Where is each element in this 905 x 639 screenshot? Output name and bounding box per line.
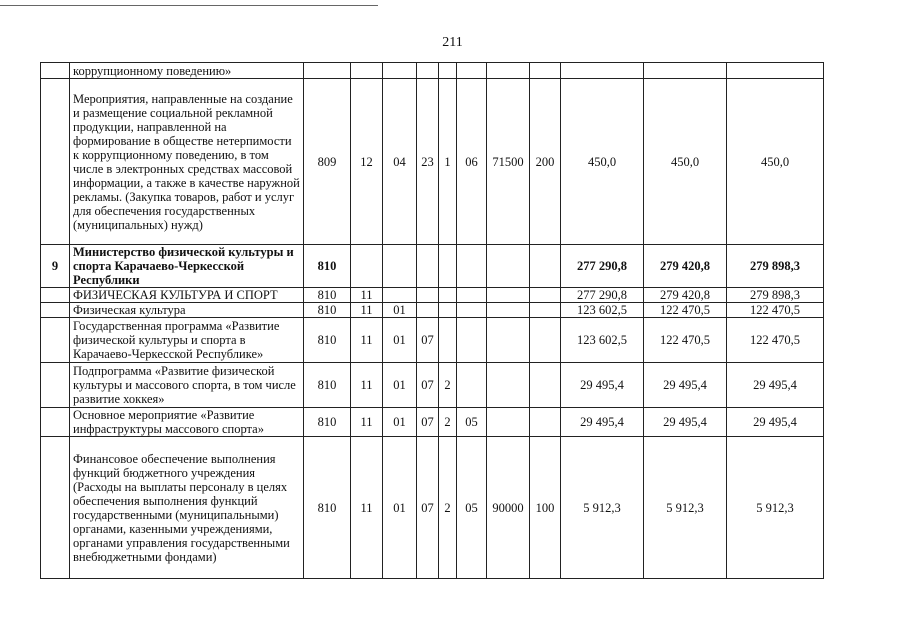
cell-subprogram (439, 288, 457, 303)
cell-grbs: 810 (304, 408, 351, 437)
cell-subsection: 01 (383, 363, 417, 408)
cell-direction (487, 363, 530, 408)
cell-value-1: 277 290,8 (561, 245, 644, 288)
cell-grbs: 810 (304, 437, 351, 579)
cell-direction: 90000 (487, 437, 530, 579)
cell-expense-type (530, 363, 561, 408)
cell-expense-type (530, 245, 561, 288)
table-body (41, 63, 824, 579)
table-row (41, 408, 824, 437)
cell-section: 11 (351, 437, 383, 579)
cell-program: 07 (417, 363, 439, 408)
cell-subsection: 01 (383, 408, 417, 437)
cell-program: 07 (417, 408, 439, 437)
cell-main-event (457, 318, 487, 363)
cell-expense-type (530, 303, 561, 318)
cell-direction (487, 303, 530, 318)
table-row (41, 303, 824, 318)
cell-main-event (457, 245, 487, 288)
cell-row-number (41, 408, 70, 437)
cell-value-2: 279 420,8 (644, 288, 727, 303)
cell-value-3: 29 495,4 (727, 363, 824, 408)
cell-main-event: 06 (457, 79, 487, 245)
cell-section: 11 (351, 318, 383, 363)
cell-subsection: 01 (383, 437, 417, 579)
cell-value-1: 123 602,5 (561, 303, 644, 318)
cell-row-number (41, 63, 70, 79)
cell-value-3: 450,0 (727, 79, 824, 245)
cell-grbs: 809 (304, 79, 351, 245)
cell-name: Подпрограмма «Развитие физической культуры и массового спорта, в том числе развитие хоккея» (70, 363, 304, 408)
cell-section (351, 63, 383, 79)
cell-main-event: 05 (457, 437, 487, 579)
cell-grbs: 810 (304, 245, 351, 288)
budget-table (40, 62, 824, 579)
cell-row-number (41, 303, 70, 318)
cell-program: 23 (417, 79, 439, 245)
cell-direction (487, 408, 530, 437)
cell-row-number (41, 363, 70, 408)
cell-section: 12 (351, 79, 383, 245)
cell-value-1: 5 912,3 (561, 437, 644, 579)
cell-section: 11 (351, 288, 383, 303)
table-row (41, 437, 824, 579)
cell-value-3: 122 470,5 (727, 318, 824, 363)
cell-value-1 (561, 63, 644, 79)
cell-grbs: 810 (304, 318, 351, 363)
cell-name: коррупционному поведению» (70, 63, 304, 79)
cell-row-number (41, 318, 70, 363)
table-row (41, 363, 824, 408)
cell-grbs: 810 (304, 363, 351, 408)
cell-direction (487, 288, 530, 303)
cell-value-2: 279 420,8 (644, 245, 727, 288)
cell-subsection (383, 288, 417, 303)
cell-value-1: 29 495,4 (561, 363, 644, 408)
cell-section: 11 (351, 408, 383, 437)
cell-subprogram: 2 (439, 437, 457, 579)
cell-name: Мероприятия, направленные на создание и размещение социальной рекламной продукции, направленной на формирование в обществе нетерпимости к коррупционному поведению, в том числе в электронных средствах массовой информации, а также в качестве наружной рекламы. (Закупка товаров, работ и услуг для обеспечения государственных (муниципальных) нужд) (70, 79, 304, 245)
cell-program (417, 288, 439, 303)
cell-section: 11 (351, 363, 383, 408)
cell-subprogram: 2 (439, 363, 457, 408)
cell-name: ФИЗИЧЕСКАЯ КУЛЬТУРА И СПОРТ (70, 288, 304, 303)
cell-subsection: 04 (383, 79, 417, 245)
table-row (41, 288, 824, 303)
cell-value-2: 5 912,3 (644, 437, 727, 579)
cell-value-3: 279 898,3 (727, 288, 824, 303)
cell-value-3: 122 470,5 (727, 303, 824, 318)
cell-section: 11 (351, 303, 383, 318)
cell-main-event (457, 288, 487, 303)
cell-name: Основное мероприятие «Развитие инфраструктуры массового спорта» (70, 408, 304, 437)
cell-value-1: 29 495,4 (561, 408, 644, 437)
cell-value-1: 277 290,8 (561, 288, 644, 303)
cell-main-event (457, 63, 487, 79)
cell-direction (487, 245, 530, 288)
cell-value-3: 29 495,4 (727, 408, 824, 437)
cell-subsection: 01 (383, 318, 417, 363)
cell-expense-type (530, 408, 561, 437)
cell-grbs: 810 (304, 288, 351, 303)
cell-row-number: 9 (41, 245, 70, 288)
cell-program: 07 (417, 318, 439, 363)
cell-name: Финансовое обеспечение выполнения функций бюджетного учреждения (Расходы на выплаты персоналу в целях обеспечения выполнения функций государственными (муниципальными) органами, казенными учреждениями, органами управления государственными внебюджетными фондами) (70, 437, 304, 579)
cell-expense-type: 200 (530, 79, 561, 245)
cell-expense-type (530, 63, 561, 79)
table-row (41, 318, 824, 363)
cell-program: 07 (417, 437, 439, 579)
cell-subprogram (439, 63, 457, 79)
cell-value-2: 450,0 (644, 79, 727, 245)
cell-expense-type (530, 288, 561, 303)
cell-row-number (41, 437, 70, 579)
cell-expense-type: 100 (530, 437, 561, 579)
cell-main-event (457, 303, 487, 318)
cell-grbs (304, 63, 351, 79)
cell-row-number (41, 288, 70, 303)
page-number: 211 (442, 35, 463, 50)
cell-value-2: 122 470,5 (644, 318, 727, 363)
cell-subsection (383, 245, 417, 288)
cell-grbs: 810 (304, 303, 351, 318)
cell-main-event (457, 363, 487, 408)
cell-name: Министерство физической культуры и спорта Карачаево-Черкесской Республики (70, 245, 304, 288)
cell-direction: 71500 (487, 79, 530, 245)
cell-program (417, 303, 439, 318)
cell-subprogram: 2 (439, 408, 457, 437)
cell-value-1: 123 602,5 (561, 318, 644, 363)
cell-subprogram (439, 245, 457, 288)
cell-subprogram: 1 (439, 79, 457, 245)
cell-subsection (383, 63, 417, 79)
cell-value-3 (727, 63, 824, 79)
top-rule (0, 5, 378, 6)
cell-section (351, 245, 383, 288)
cell-subprogram (439, 318, 457, 363)
cell-program (417, 245, 439, 288)
cell-value-3: 279 898,3 (727, 245, 824, 288)
cell-value-2: 29 495,4 (644, 408, 727, 437)
cell-subsection: 01 (383, 303, 417, 318)
cell-program (417, 63, 439, 79)
cell-subprogram (439, 303, 457, 318)
cell-row-number (41, 79, 70, 245)
cell-value-3: 5 912,3 (727, 437, 824, 579)
cell-value-2: 29 495,4 (644, 363, 727, 408)
cell-value-1: 450,0 (561, 79, 644, 245)
cell-name: Физическая культура (70, 303, 304, 318)
cell-main-event: 05 (457, 408, 487, 437)
cell-name: Государственная программа «Развитие физической культуры и спорта в Карачаево-Черкесской Республике» (70, 318, 304, 363)
table-row (41, 63, 824, 79)
cell-expense-type (530, 318, 561, 363)
cell-value-2 (644, 63, 727, 79)
cell-direction (487, 63, 530, 79)
cell-direction (487, 318, 530, 363)
table-row (41, 79, 824, 245)
cell-value-2: 122 470,5 (644, 303, 727, 318)
table-row (41, 245, 824, 288)
